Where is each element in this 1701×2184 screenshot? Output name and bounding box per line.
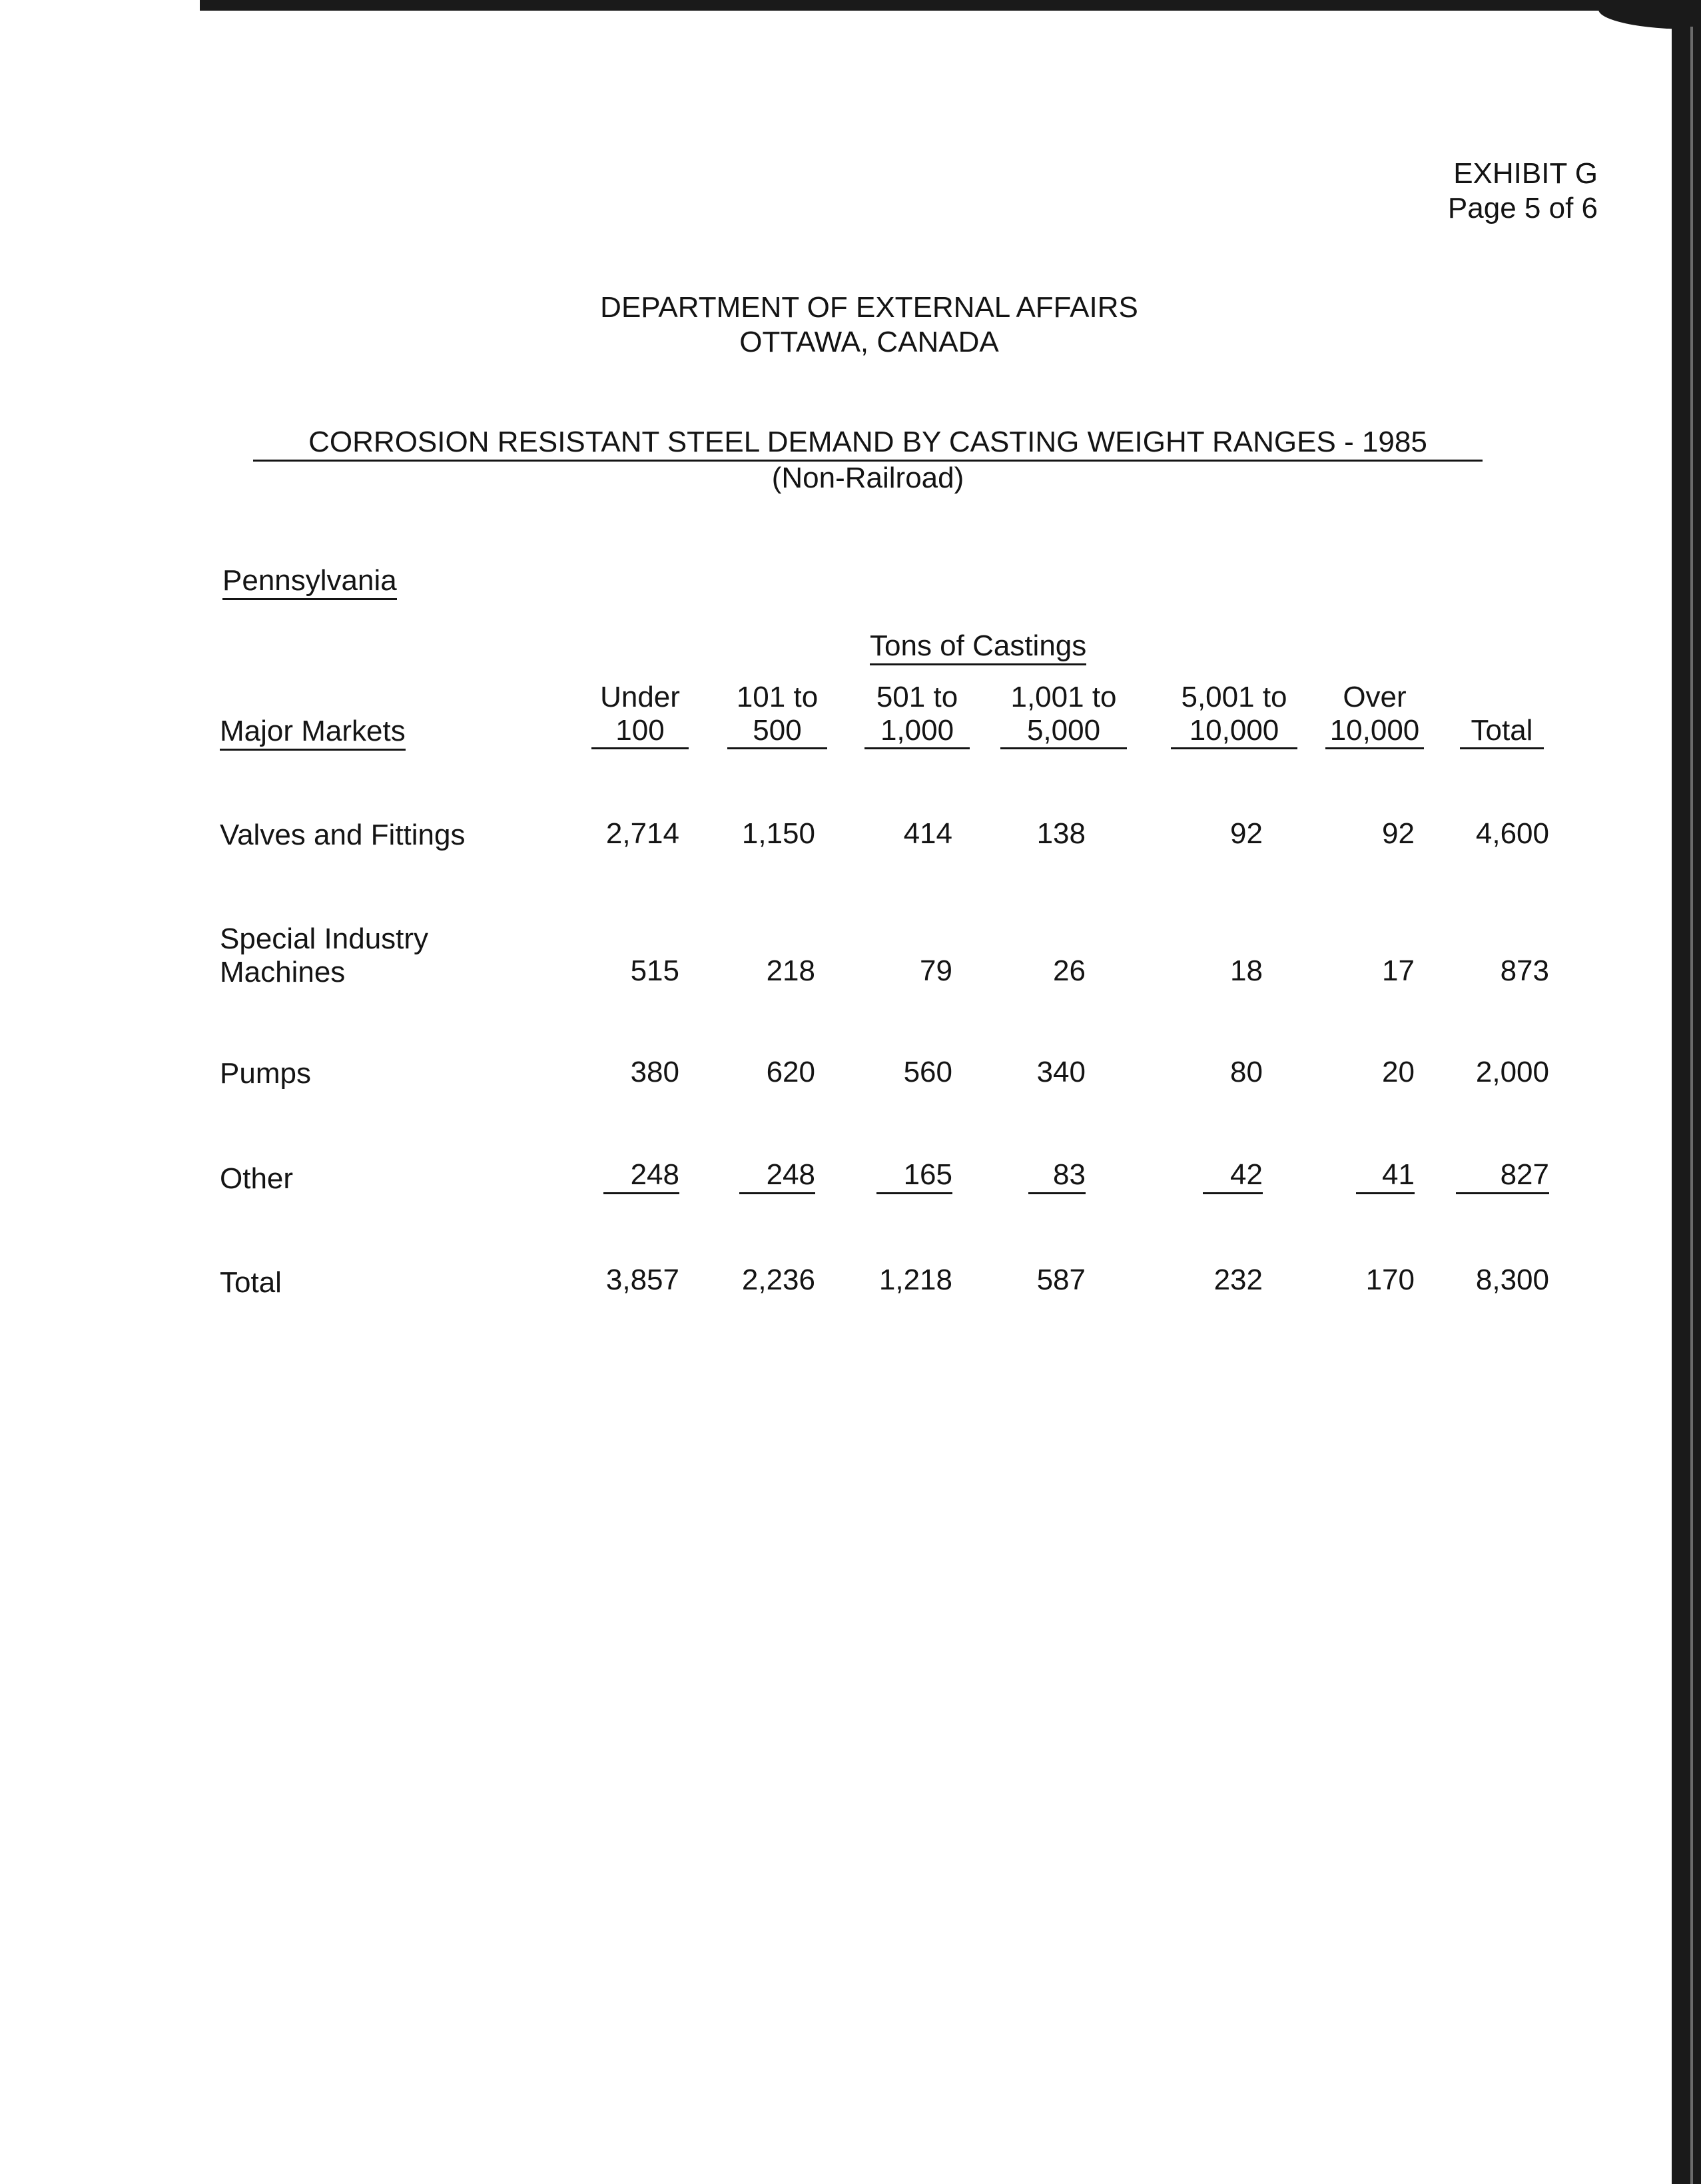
table-cell: 20 bbox=[1382, 1056, 1415, 1088]
column-header-line bbox=[1460, 681, 1544, 714]
exhibit-label: EXHIBIT G bbox=[1453, 157, 1598, 190]
table-cell: 587 bbox=[1036, 1264, 1086, 1296]
column-header-total bbox=[1460, 681, 1544, 749]
column-header-major-markets: Major Markets bbox=[220, 714, 406, 751]
table-cell: 170 bbox=[1365, 1264, 1415, 1296]
document-subtitle: (Non-Railroad) bbox=[771, 462, 964, 494]
column-header-line: Total bbox=[1471, 714, 1533, 747]
column-header-line: Over bbox=[1343, 681, 1407, 713]
table-cell: 26 bbox=[1053, 954, 1086, 987]
row-label-machines: Machines bbox=[220, 956, 346, 988]
column-header-501-to-1000 bbox=[864, 681, 970, 749]
column-header-101-to-500 bbox=[727, 681, 827, 749]
column-header-line: Under bbox=[600, 681, 680, 713]
table-cell: 83 bbox=[1028, 1158, 1086, 1194]
table-cell: 18 bbox=[1230, 954, 1263, 987]
table-cell: 248 bbox=[739, 1158, 815, 1194]
table-cell: 41 bbox=[1356, 1158, 1415, 1194]
units-heading: Tons of Castings bbox=[870, 629, 1086, 665]
column-header-line: 10,000 bbox=[1189, 714, 1279, 747]
table-cell: 79 bbox=[920, 954, 952, 987]
row-label-pumps: Pumps bbox=[220, 1057, 311, 1090]
column-header-line: 1,001 to bbox=[1010, 681, 1117, 713]
table-cell: 248 bbox=[603, 1158, 679, 1194]
column-header-line: 5,000 bbox=[1026, 714, 1101, 747]
page-number: Page 5 of 6 bbox=[1447, 192, 1598, 224]
table-cell: 42 bbox=[1203, 1158, 1263, 1194]
table-cell: 2,714 bbox=[605, 817, 679, 850]
table-cell: 138 bbox=[1036, 817, 1086, 850]
table-cell: 92 bbox=[1382, 817, 1415, 850]
table-cell: 3,857 bbox=[605, 1264, 679, 1296]
table-cell: 1,218 bbox=[878, 1264, 952, 1296]
table-cell: 1,150 bbox=[741, 817, 815, 850]
table-cell: 8,300 bbox=[1475, 1264, 1549, 1296]
table-cell: 515 bbox=[630, 954, 679, 987]
page-top-edge bbox=[200, 0, 1701, 11]
column-header-5001-to-10000 bbox=[1171, 681, 1297, 749]
table-cell: 218 bbox=[766, 954, 815, 987]
table-cell: 827 bbox=[1456, 1158, 1549, 1194]
column-header-line: 10,000 bbox=[1329, 714, 1420, 747]
row-label-special-industry: Special Industry bbox=[220, 922, 429, 955]
column-header-line: 1,000 bbox=[880, 714, 954, 747]
row-label-valves-and-fittings: Valves and Fittings bbox=[220, 819, 466, 851]
column-header-line: 500 bbox=[753, 714, 802, 747]
department-location: OTTAWA, CANADA bbox=[739, 326, 999, 358]
table-cell: 80 bbox=[1230, 1056, 1263, 1088]
column-header-1001-to-5000 bbox=[1000, 681, 1127, 749]
table-cell: 340 bbox=[1036, 1056, 1086, 1088]
table-cell: 620 bbox=[766, 1056, 815, 1088]
row-label-total: Total bbox=[220, 1266, 282, 1299]
table-cell: 17 bbox=[1382, 954, 1415, 987]
document-title: CORROSION RESISTANT STEEL DEMAND BY CASTING WEIGHT RANGES - 1985 bbox=[253, 425, 1483, 462]
table-cell: 232 bbox=[1213, 1264, 1263, 1296]
table-cell: 414 bbox=[903, 817, 952, 850]
column-header-over-10000 bbox=[1325, 681, 1424, 749]
table-cell: 380 bbox=[630, 1056, 679, 1088]
column-header-line: 101 to bbox=[736, 681, 819, 713]
column-header-under-100 bbox=[591, 681, 689, 749]
department-name: DEPARTMENT OF EXTERNAL AFFAIRS bbox=[600, 291, 1138, 324]
exhibit-block bbox=[1448, 157, 1598, 226]
table-cell: 2,000 bbox=[1475, 1056, 1549, 1088]
column-header-line: 501 to bbox=[876, 681, 958, 713]
state-heading: Pennsylvania bbox=[222, 563, 397, 600]
table-cell: 165 bbox=[876, 1158, 952, 1194]
table-cell: 92 bbox=[1230, 817, 1263, 850]
table-cell: 560 bbox=[903, 1056, 952, 1088]
table-cell: 2,236 bbox=[741, 1264, 815, 1296]
row-label-other: Other bbox=[220, 1162, 294, 1195]
table-cell: 4,600 bbox=[1475, 817, 1549, 850]
table-cell: 873 bbox=[1500, 954, 1549, 987]
column-header-line: 5,001 to bbox=[1181, 681, 1287, 713]
column-header-line: 100 bbox=[615, 714, 665, 747]
